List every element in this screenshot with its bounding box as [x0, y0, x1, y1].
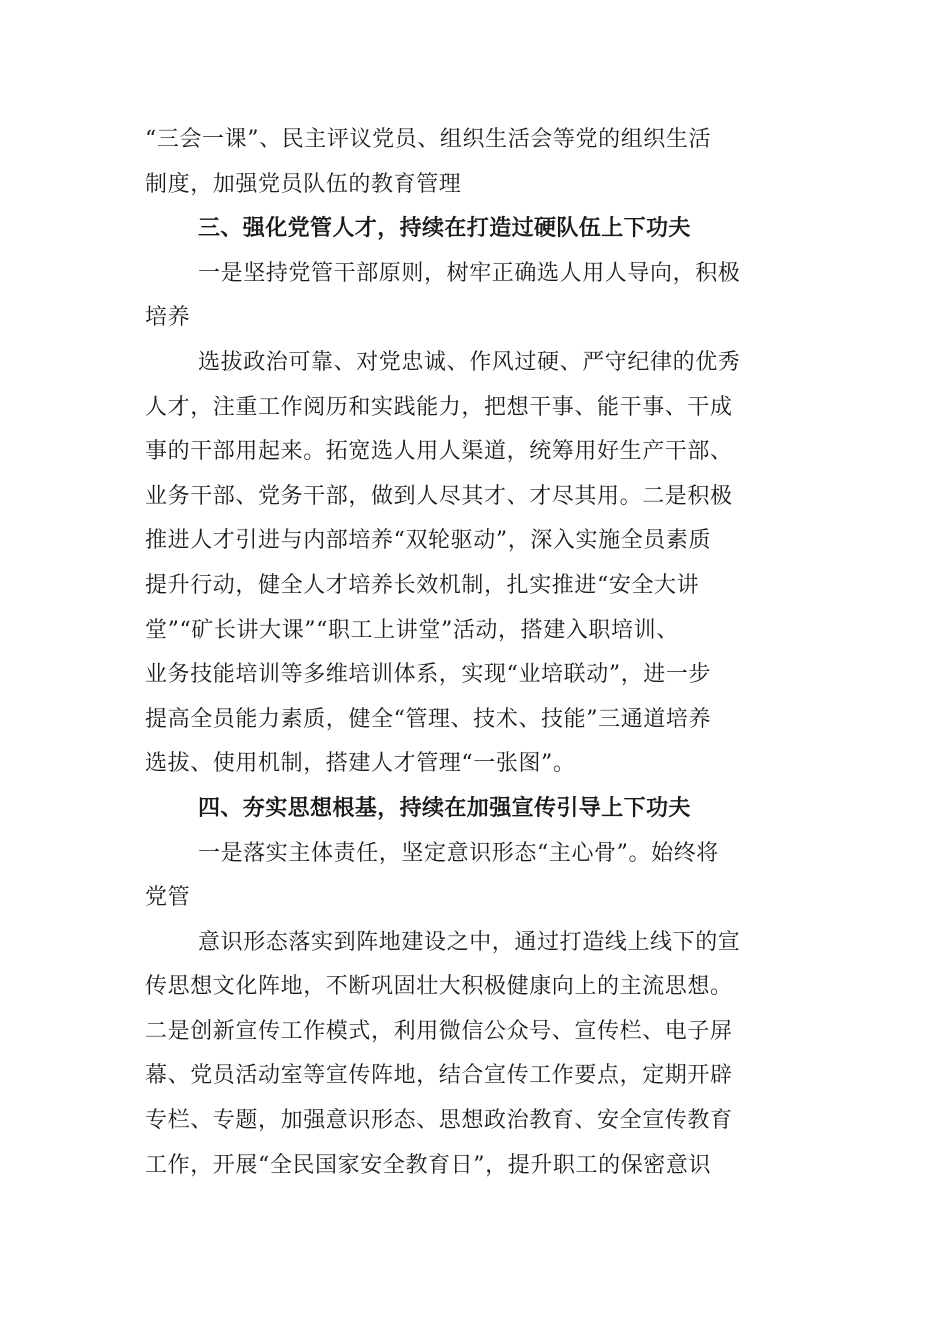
- text-line: 制度，加强党员队伍的教育管理: [145, 171, 462, 197]
- text-line: 幕、党员活动室等宣传阵地，结合宣传工作要点，定期开辟: [145, 1063, 733, 1089]
- text-line: 党管: [145, 885, 191, 911]
- text-line: 推进人才引进与内部培养“双轮驱动”，深入实施全员素质: [145, 528, 712, 554]
- text-line: 一是落实主体责任，坚定意识形态“主心骨”。始终将: [198, 840, 719, 866]
- text-line: 选拔政治可靠、对党忠诚、作风过硬、严守纪律的优秀: [198, 349, 741, 375]
- text-line: 专栏、专题，加强意识形态、思想政治教育、安全宣传教育: [145, 1108, 733, 1134]
- document-body: [145, 118, 810, 1188]
- text-line: 业务干部、党务干部，做到人尽其才、才尽其用。二是积极: [145, 483, 733, 509]
- text-line: 培养: [145, 305, 191, 331]
- text-line: 提高全员能力素质，健全“管理、技术、技能”三通道培养: [145, 706, 712, 732]
- text-line: 堂”“矿长讲大课”“职工上讲堂”活动，搭建入职培训、: [145, 617, 679, 643]
- text-line: 工作，开展“全民国家安全教育日”，提升职工的保密意识: [145, 1152, 712, 1178]
- text-line: “三会一课”、民主评议党员、组织生活会等党的组织生活: [145, 127, 712, 152]
- text-line: 业务技能培训等多维培训体系，实现“业培联动”，进一步: [145, 662, 712, 688]
- section-heading: 三、强化党管人才，持续在打造过硬队伍上下功夫: [198, 216, 691, 242]
- text-line: 提升行动，健全人才培养长效机制，扎实推进“安全大讲: [145, 572, 700, 598]
- text-line: 传思想文化阵地，不断巩固壮大积极健康向上的主流思想。: [145, 974, 733, 1000]
- text-line: 人才，注重工作阅历和实践能力，把想干事、能干事、干成: [145, 394, 733, 420]
- text-line: 选拔、使用机制，搭建人才管理“一张图”。: [145, 751, 576, 777]
- text-line: 意识形态落实到阵地建设之中，通过打造线上线下的宣: [198, 929, 741, 955]
- text-line: 一是坚持党管干部原则，树牢正确选人用人导向，积极: [198, 260, 741, 286]
- text-line: 事的干部用起来。拓宽选人用人渠道，统筹用好生产干部、: [145, 439, 733, 465]
- section-heading: 四、夯实思想根基，持续在加强宣传引导上下功夫: [198, 795, 691, 821]
- text-line: 二是创新宣传工作模式，利用微信公众号、宣传栏、电子屏: [145, 1018, 733, 1044]
